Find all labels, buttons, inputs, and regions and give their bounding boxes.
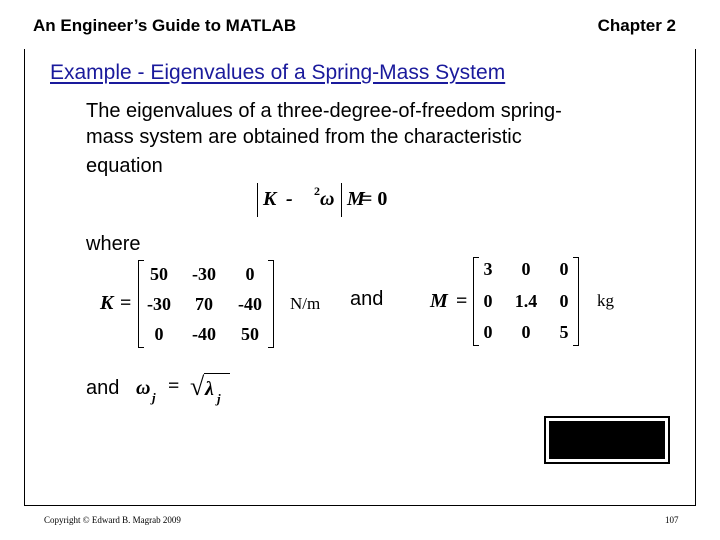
k-cell: -40 <box>238 294 262 314</box>
m-bracket-right <box>578 257 579 346</box>
eq-omega: ω <box>320 188 335 210</box>
k-cell: 70 <box>195 294 213 314</box>
m-cell: 3 <box>483 259 493 279</box>
k-cell: 0 <box>245 264 255 284</box>
eq-k-symbol: K <box>263 188 277 210</box>
k-cell: -40 <box>192 324 216 344</box>
freq-equals: = <box>168 375 180 397</box>
k-bracket-left-top <box>138 260 144 261</box>
m-cell: 0 <box>559 291 569 311</box>
m-unit: kg <box>597 291 614 310</box>
m-matrix-equals: = <box>456 290 468 312</box>
m-cell: 0 <box>521 259 531 279</box>
m-cell: 0 <box>559 259 569 279</box>
m-cell: 0 <box>483 291 493 311</box>
black-box-fill <box>549 421 665 459</box>
paragraph-line-1: The eigenvalues of a three-degree-of-freedom spring- <box>86 100 562 122</box>
freq-sub-j: j <box>152 390 156 405</box>
paragraph-line-3: equation <box>86 155 163 177</box>
eq-m-symbol: M <box>347 188 365 210</box>
freq-radical: √ <box>190 372 205 401</box>
freq-sub-j2: j <box>217 391 221 406</box>
eq-equals-zero: = 0 <box>361 188 388 210</box>
k-matrix-equals: = <box>120 292 132 314</box>
m-matrix-symbol: M <box>430 290 448 312</box>
radical-overline <box>204 373 230 374</box>
m-bracket-left-bottom <box>473 345 479 346</box>
and-label: and <box>350 288 384 310</box>
k-bracket-right <box>273 260 274 348</box>
k-bracket-right-top <box>268 260 274 261</box>
k-cell: 50 <box>150 264 168 284</box>
k-cell: -30 <box>192 264 216 284</box>
header-chapter: Chapter 2 <box>597 16 676 35</box>
k-bracket-right-bottom <box>268 347 274 348</box>
k-cell: -30 <box>147 294 171 314</box>
eq-minus: - <box>286 188 293 210</box>
det-bar-right <box>341 183 342 217</box>
footer-copyright: Copyright © Edward B. Magrab 2009 <box>44 515 181 525</box>
slide-title: Example - Eigenvalues of a Spring-Mass System <box>50 61 506 84</box>
paragraph-line-2: mass system are obtained from the characteristic <box>86 126 522 148</box>
where-label: where <box>86 233 141 255</box>
k-matrix-symbol: K <box>100 292 114 314</box>
k-cell: 0 <box>154 324 164 344</box>
m-cell: 0 <box>483 322 493 342</box>
k-cell: 50 <box>241 324 259 344</box>
k-bracket-left-bottom <box>138 347 144 348</box>
m-cell: 5 <box>559 322 569 342</box>
m-cell: 0 <box>521 322 531 342</box>
m-cell: 1.4 <box>514 291 538 311</box>
freq-lambda: λ <box>205 378 214 400</box>
k-unit: N/m <box>290 294 321 313</box>
and-label-2: and <box>86 377 120 399</box>
header-book-title: An Engineer’s Guide to MATLAB <box>33 16 297 35</box>
m-bracket-left-top <box>473 257 479 258</box>
black-box <box>544 416 670 464</box>
m-bracket-right-top <box>573 257 579 258</box>
m-bracket-right-bottom <box>573 345 579 346</box>
eq-exponent: 2 <box>314 184 320 198</box>
footer-page-number: 107 <box>665 515 679 525</box>
det-bar-left <box>257 183 258 217</box>
freq-omega: ω <box>136 377 151 399</box>
